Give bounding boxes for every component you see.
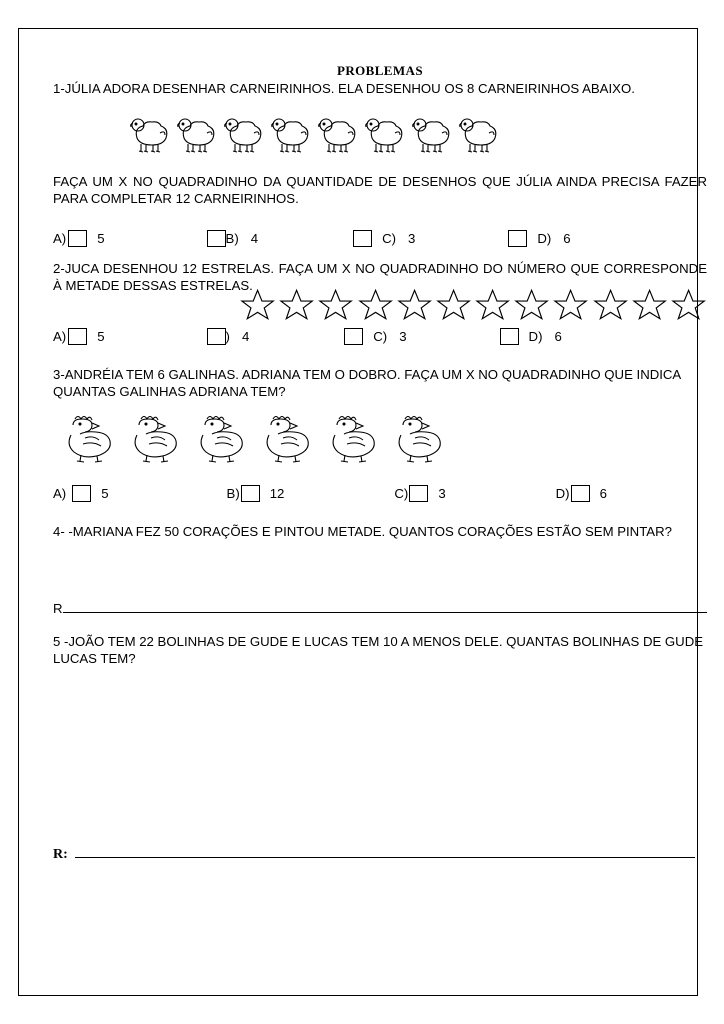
option-d[interactable] xyxy=(556,485,607,502)
option-d[interactable] xyxy=(508,230,570,247)
question-2-options xyxy=(53,328,707,345)
star-icon xyxy=(317,288,354,322)
question-5-text: 5 -JOÃO TEM 22 BOLINHAS DE GUDE E LUCAS TEM 10 A MENOS DELE. QUANTAS BOLINHAS DE GUDE LUCAS TEM? xyxy=(53,634,704,667)
hen-icon xyxy=(61,411,121,463)
option-a-label: A) xyxy=(53,329,67,345)
sheep-icon xyxy=(266,108,311,156)
hen-icon xyxy=(127,411,187,463)
option-b-checkbox[interactable] xyxy=(241,485,260,502)
question-3-text: 3-ANDRÉIA TEM 6 GALINHAS. ADRIANA TEM O DOBRO. FAÇA UM X NO QUADRADINHO QUE INDICA QUANTAS GALINHAS ADRIANA TEM? xyxy=(53,367,681,400)
star-icon xyxy=(278,288,315,322)
option-d-value: 6 xyxy=(554,329,562,345)
star-icon xyxy=(552,288,589,322)
sheep-icon xyxy=(219,108,264,156)
option-b-checkbox[interactable] xyxy=(207,230,226,247)
option-c-label: C) xyxy=(394,486,409,502)
page-border xyxy=(18,28,707,996)
option-a[interactable] xyxy=(53,328,105,345)
option-a[interactable] xyxy=(53,485,109,502)
hen-icon xyxy=(259,411,319,463)
hens-illustration xyxy=(61,411,707,463)
sheep-icon xyxy=(313,108,358,156)
sheep-illustration xyxy=(125,108,707,156)
option-a-checkbox[interactable] xyxy=(68,230,87,247)
option-d-checkbox[interactable] xyxy=(508,230,527,247)
option-c-checkbox[interactable] xyxy=(353,230,372,247)
sheep-icon xyxy=(172,108,217,156)
option-c-value: 3 xyxy=(399,329,407,345)
option-c[interactable] xyxy=(353,230,415,247)
question-1-options xyxy=(53,230,707,247)
worksheet-content xyxy=(53,63,707,863)
star-icon xyxy=(396,288,433,322)
option-a-label: A) xyxy=(53,230,67,246)
option-c-checkbox[interactable] xyxy=(344,328,363,345)
option-a-value: 5 xyxy=(101,486,109,502)
option-a[interactable] xyxy=(53,230,105,247)
question-4-text: 4- -MARIANA FEZ 50 CORAÇÕES E PINTOU METADE. QUANTOS CORAÇÕES ESTÃO SEM PINTAR? xyxy=(53,524,672,540)
option-d-value: 6 xyxy=(599,486,607,502)
question-2-text: 2-JUCA DESENHOU 12 ESTRELAS. FAÇA UM X NO QUADRADINHO DO NÚMERO QUE CORRESPONDE À METADE DESSAS ESTRELAS. xyxy=(53,260,707,293)
sheep-icon xyxy=(360,108,405,156)
star-icon xyxy=(239,288,276,322)
star-icon xyxy=(474,288,511,322)
question-4-answer-line[interactable] xyxy=(53,601,707,616)
option-a-label: A) xyxy=(53,486,67,502)
option-d-label: D) xyxy=(528,329,543,345)
option-c[interactable] xyxy=(344,328,406,345)
hen-icon xyxy=(193,411,253,463)
sheep-icon xyxy=(125,108,170,156)
sheep-icon xyxy=(454,108,499,156)
option-d-checkbox[interactable] xyxy=(500,328,519,345)
stars-illustration xyxy=(239,288,707,322)
option-b[interactable] xyxy=(207,230,259,247)
option-c-value: 3 xyxy=(438,486,446,502)
option-c-label: C) xyxy=(382,230,396,246)
option-b-checkbox[interactable] xyxy=(207,328,226,345)
hen-icon xyxy=(325,411,385,463)
option-a-value: 5 xyxy=(97,230,105,246)
option-d-checkbox[interactable] xyxy=(571,485,590,502)
option-d-value: 6 xyxy=(563,230,571,246)
question-4-answer-label: R xyxy=(53,601,63,617)
option-a-checkbox[interactable] xyxy=(68,328,87,345)
star-icon xyxy=(357,288,394,322)
option-c-label: C) xyxy=(373,329,388,345)
question-3-options xyxy=(53,485,707,502)
question-5-answer-line[interactable] xyxy=(53,846,707,863)
option-c-value: 3 xyxy=(407,230,416,246)
question-5-answer-label: R: xyxy=(53,846,72,862)
star-icon xyxy=(513,288,550,322)
option-b-label: B) xyxy=(226,486,240,502)
option-d-label: D) xyxy=(537,230,552,246)
option-b-value: 12 xyxy=(269,486,285,502)
option-b-value: 4 xyxy=(241,329,250,345)
option-b-label: B) xyxy=(225,230,239,246)
question-1-instruction: FAÇA UM X NO QUADRADINHO DA QUANTIDADE DE DESENHOS QUE JÚLIA AINDA PRECISA FAZER PARA COMPLETAR 12 CARNEIRINHOS. xyxy=(53,173,707,206)
sheep-icon xyxy=(407,108,452,156)
option-b-value: 4 xyxy=(250,230,259,246)
star-icon xyxy=(670,288,707,322)
option-d[interactable] xyxy=(500,328,562,345)
option-c-checkbox[interactable] xyxy=(409,485,428,502)
option-a-value: 5 xyxy=(97,329,105,345)
option-b-label: ) xyxy=(225,329,230,345)
star-icon xyxy=(631,288,668,322)
hen-icon xyxy=(391,411,451,463)
option-a-checkbox[interactable] xyxy=(72,485,91,502)
option-b[interactable] xyxy=(207,328,250,345)
question-1-text: 1-JÚLIA ADORA DESENHAR CARNEIRINHOS. ELA DESENHOU OS 8 CARNEIRINHOS ABAIXO. xyxy=(53,81,635,96)
option-c[interactable] xyxy=(394,485,445,502)
star-icon xyxy=(435,288,472,322)
option-d-label: D) xyxy=(555,486,570,502)
question-5-answer-field[interactable] xyxy=(75,846,695,858)
star-icon xyxy=(592,288,629,322)
page-title: PROBLEMAS xyxy=(337,63,423,78)
question-4-answer-field[interactable] xyxy=(63,601,707,613)
option-b[interactable] xyxy=(227,485,285,502)
